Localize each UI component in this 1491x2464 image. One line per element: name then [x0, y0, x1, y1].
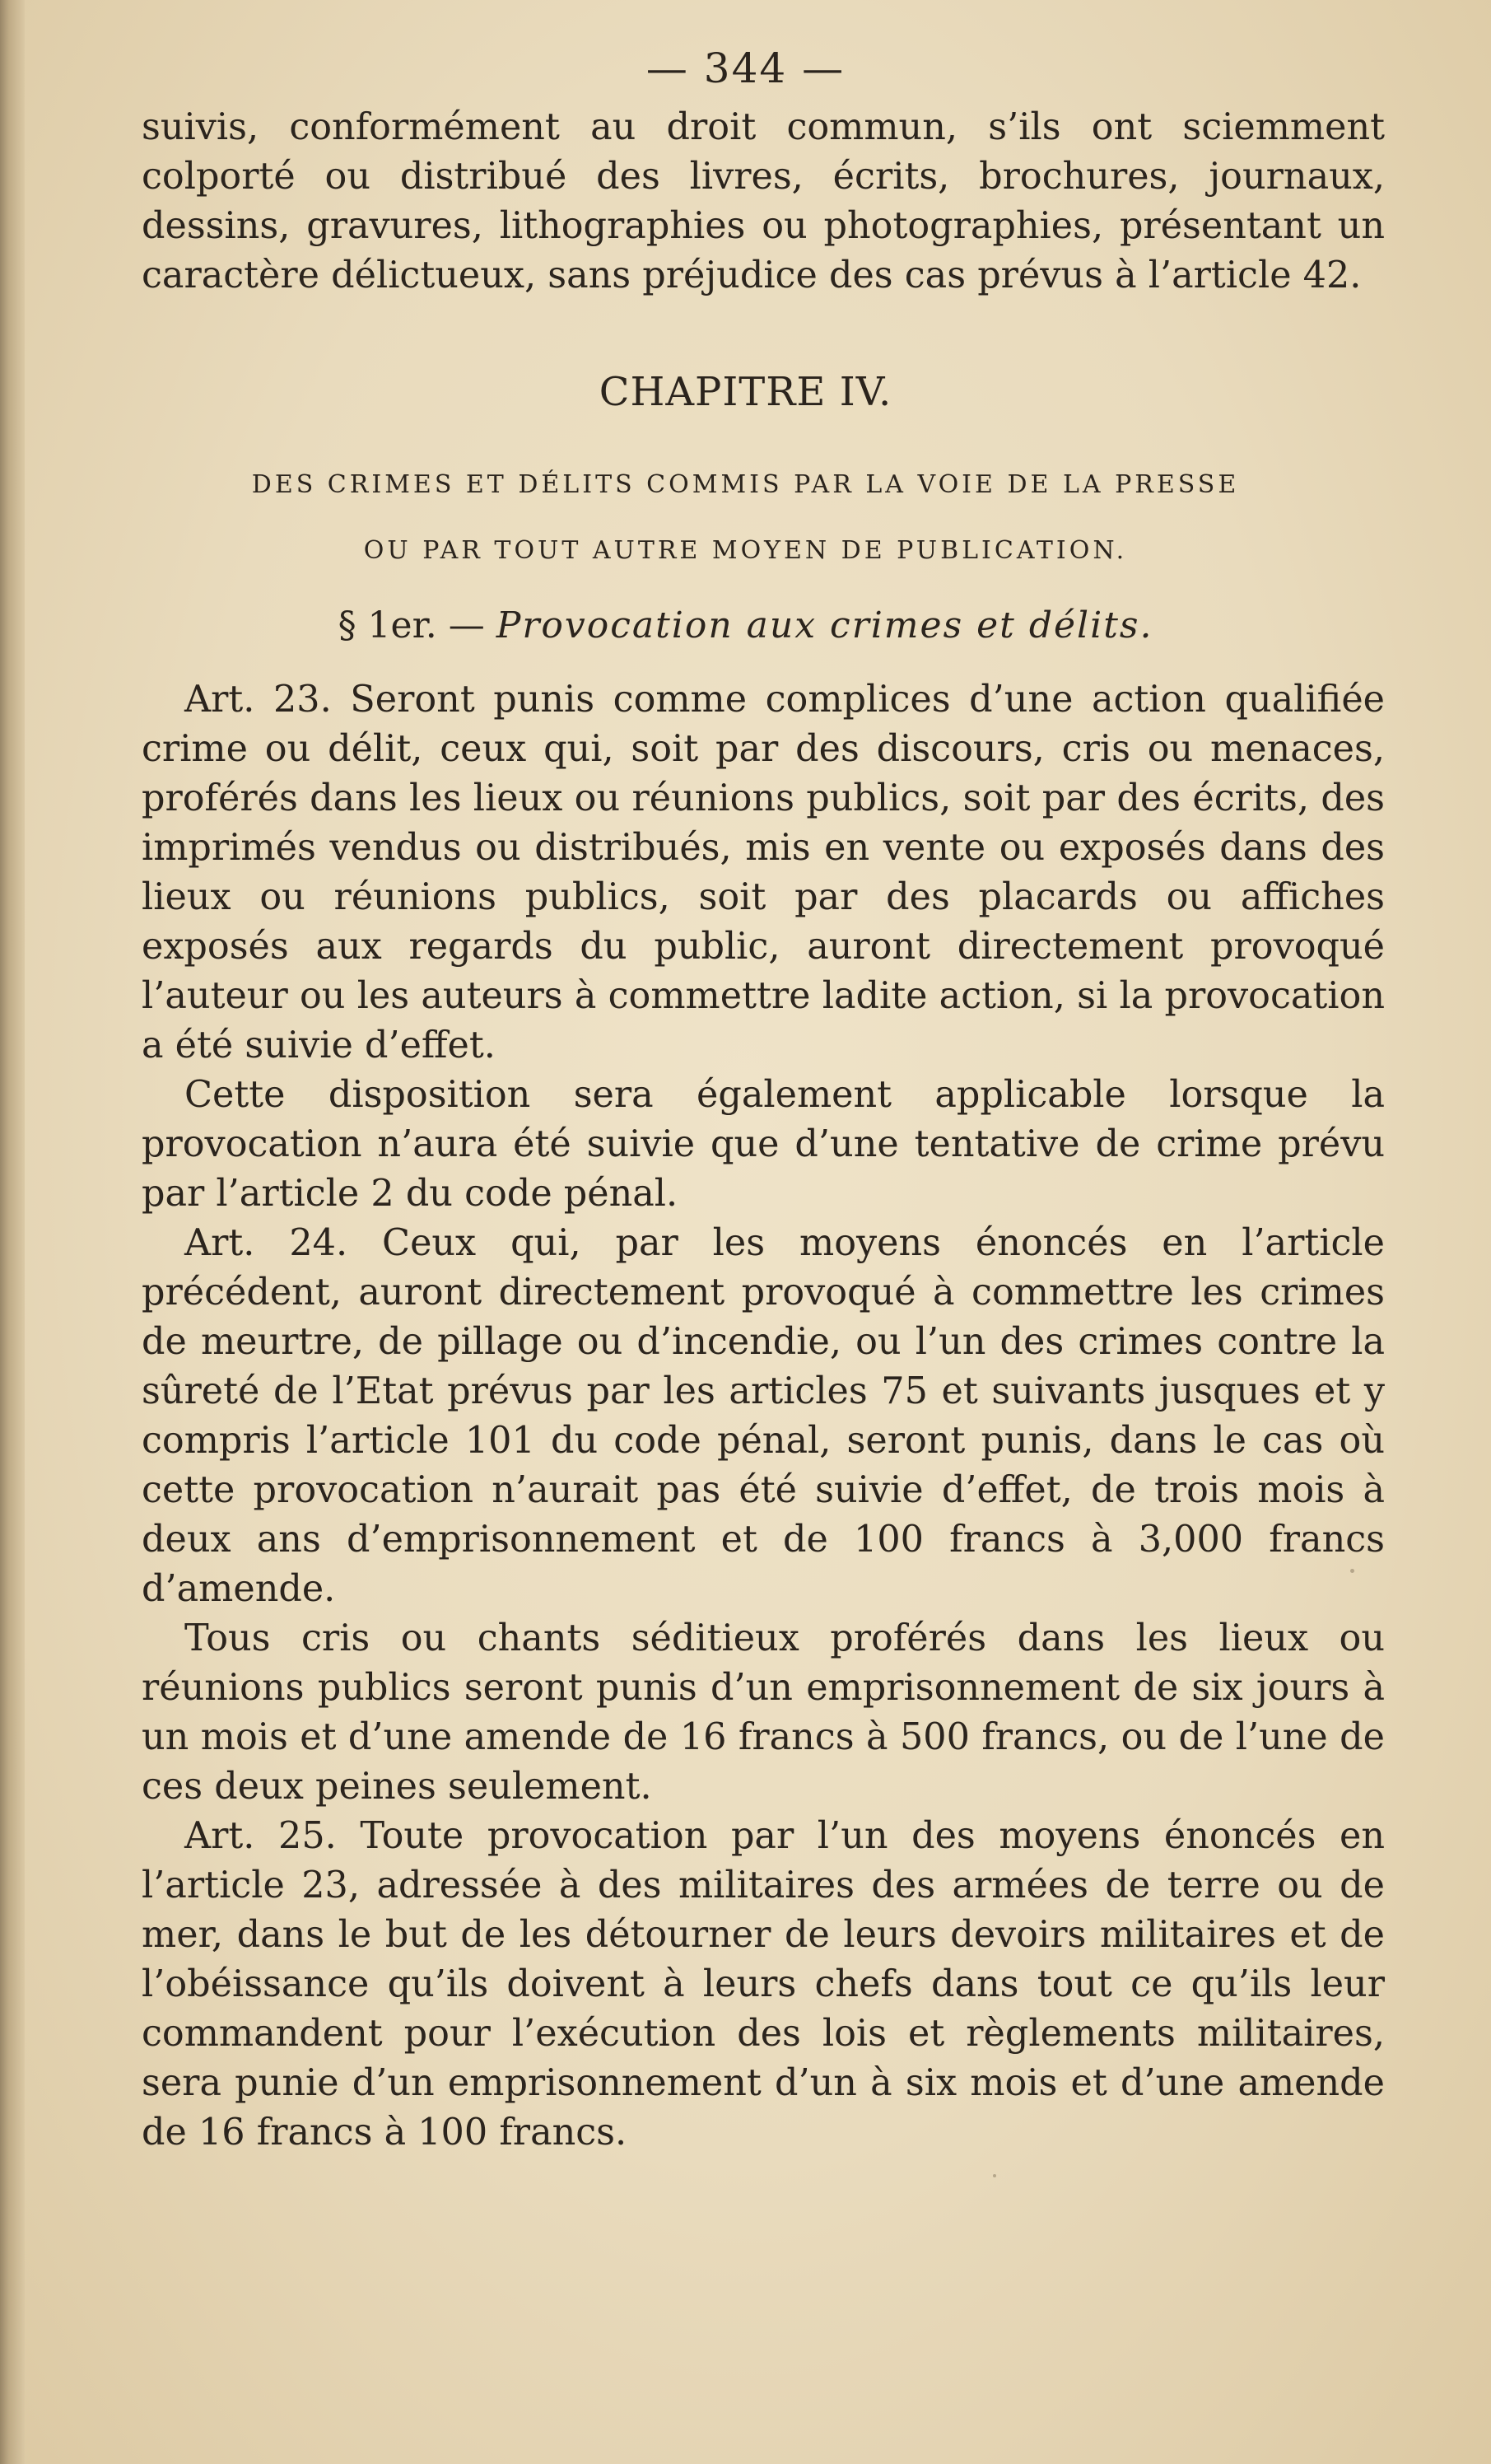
paragraph-article-23: Art. 23. Seront punis comme complices d’une action qualifiée crime ou délit, ceux qui, soit par des discours, cris ou menaces, proférés dans les lieux ou réunions publics, soit par des écrits, des imprimés vendus ou distribués, mis en vente ou exposés dans des lieux ou réunions publics, soit par des placards ou affiches exposés aux regards du public, auront directement provoqué l’auteur ou les auteurs à commettre ladite action, si la provocation a été suivie d’effet. — [142, 679, 1385, 1066]
intro-text — [142, 103, 1385, 301]
chapter-subtitle-line-1: DES CRIMES ET DÉLITS COMMIS PAR LA VOIE DE LA PRESSE — [251, 470, 1240, 499]
section-heading — [0, 604, 1491, 646]
page-number: — 344 — — [645, 44, 846, 92]
paper-speck — [993, 2174, 996, 2177]
section-title: Provocation aux crimes et délits. — [496, 604, 1153, 646]
paragraph-article-25: Art. 25. Toute provocation par l’un des moyens énoncés en l’article 23, adressée à des militaires des armées de terre ou de mer, dans le but de les détourner de leurs devoirs militaires et de l’obéissance qu’ils doivent à leurs chefs dans tout ce qu’ils leur commandent pour l’exécution des lois et règlements militaires, sera punie d’un emprisonnement d’un à six mois et d’une amende de 16 francs à 100 francs. — [142, 1815, 1385, 2154]
chapter-subtitle-line-2: OU PAR TOUT AUTRE MOYEN DE PUBLICATION. — [363, 536, 1128, 565]
binding-edge — [0, 0, 25, 2464]
body-text — [142, 675, 1385, 2158]
chapter-title: CHAPITRE IV. — [599, 369, 892, 415]
paper-speck — [1350, 1569, 1354, 1573]
section-number: § 1er. — — [338, 604, 485, 646]
paragraph-provocation-tentative: Cette disposition sera également applicable lorsque la provocation n’aura été suivie que d’une tentative de crime prévu par l’article 2 du code pénal. — [142, 1074, 1385, 1215]
paragraph-cris-seditieux: Tous cris ou chants séditieux proférés dans les lieux ou réunions publics seront punis d’un emprisonnement de six jours à un mois et d’une amende de 16 francs à 500 francs, ou de l’une de ces deux peines seulement. — [142, 1617, 1385, 1808]
paragraph-article-24: Art. 24. Ceux qui, par les moyens énoncés en l’article précédent, auront directement provoqué à commettre les crimes de meurtre, de pillage ou d’incendie, ou l’un des crimes contre la sûreté de l’Etat prévus par les articles 75 et suivants jusques et y compris l’article 101 du code pénal, seront punis, dans le cas où cette provocation n’aurait pas été suivie d’effet, de trois mois à deux ans d’emprisonnement et de 100 francs à 3,000 francs d’amende. — [142, 1222, 1385, 1610]
intro-paragraph: suivis, conformément au droit commun, s’ils ont sciemment colporté ou distribué des livres, écrits, brochures, journaux, dessins, gravures, lithographies ou photographies, présentant un caractère délictueux, sans préjudice des cas prévus à l’article 42. — [142, 106, 1385, 296]
